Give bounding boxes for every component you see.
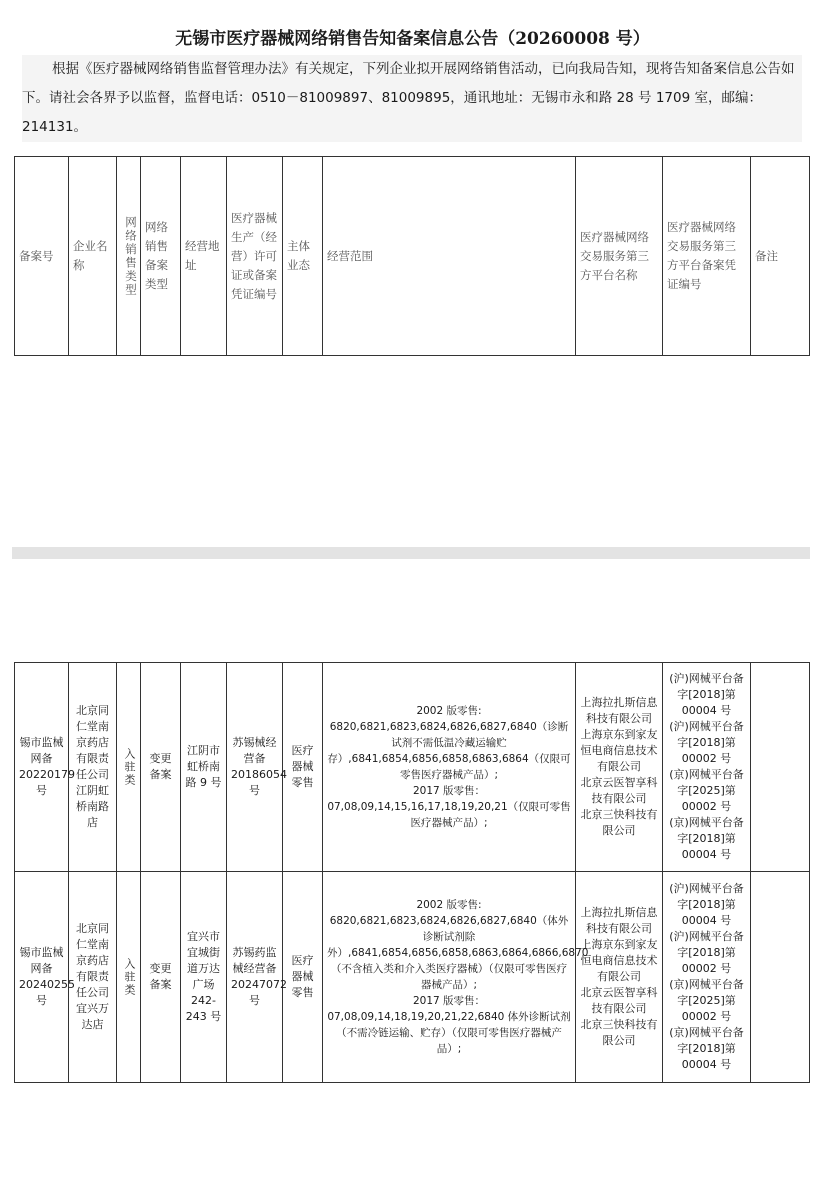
platform-record: (沪)网械平台备字[2018]第00002 号 xyxy=(669,720,744,765)
intro-text: 根据《医疗器械网络销售监督管理办法》有关规定，下列企业拟开展网络销售活动，已向我局告知，现将告知备案信息公告如下。请社会各界予以监督，监督电话：0510－81009897、81009895，通讯地址：无锡市永和路 28 号 1709 室，邮编：214131。 xyxy=(22,61,795,135)
platform-name: 北京云医智享科技有限公司 xyxy=(580,776,658,805)
record-no-cell: 锡市监械网备20220179号 xyxy=(15,663,69,872)
scope-line: 6820,6821,6823,6824,6826,6827,6840（体外诊断试剂除外）,6841,6854,6856,6858,6863,6864,6866,6870（不含植入类和介入类医疗器械）（仅限可零售医疗器械产品）; xyxy=(327,915,589,991)
data-table xyxy=(14,662,810,1083)
network-type-cell xyxy=(117,663,141,872)
network-type-text: 入驻类 xyxy=(123,747,136,787)
address-cell: 江阴市虹桥南路 9 号 xyxy=(181,663,227,872)
header-license: 医疗器械生产（经营）许可证或备案凭证编号 xyxy=(227,157,283,356)
table-row xyxy=(15,872,810,1083)
header-platform-record: 医疗器械网络交易服务第三方平台备案凭证编号 xyxy=(663,157,751,356)
network-type-cell xyxy=(117,872,141,1083)
platform-record: (沪)网械平台备字[2018]第00004 号 xyxy=(669,672,744,717)
header-main-business: 主体业态 xyxy=(283,157,323,356)
header-platform-name: 医疗器械网络交易服务第三方平台名称 xyxy=(576,157,663,356)
platform-name: 北京三快科技有限公司 xyxy=(580,808,658,837)
platform-record: (京)网械平台备字[2025]第00002 号 xyxy=(669,768,744,813)
company-cell: 北京同仁堂南京药店有限责任公司江阴虹桥南路店 xyxy=(69,663,117,872)
company-cell: 北京同仁堂南京药店有限责任公司宜兴万达店 xyxy=(69,872,117,1083)
intro-paragraph xyxy=(22,55,802,142)
header-table xyxy=(14,156,810,356)
scope-line: 2002 版零售: xyxy=(416,705,482,717)
platform-record: (京)网械平台备字[2018]第00004 号 xyxy=(669,816,744,861)
platform-name: 北京云医智享科技有限公司 xyxy=(580,986,658,1015)
scope-line: 2002 版零售: xyxy=(416,899,482,911)
scope-line: 2017 版零售：07,08,09,14,15,16,17,18,19,20,21（仅限可零售医疗器械产品）; xyxy=(327,785,571,829)
platform-record: (沪)网械平台备字[2018]第00004 号 xyxy=(669,882,744,927)
platform-name: 上海京东到家友恒电商信息技术有限公司 xyxy=(580,728,658,773)
record-type-cell: 变更备案 xyxy=(141,872,181,1083)
header-network-type xyxy=(117,157,141,356)
platform-name: 上海拉扎斯信息科技有限公司 xyxy=(580,696,658,725)
record-type-cell: 变更备案 xyxy=(141,663,181,872)
main-business-cell: 医疗器械零售 xyxy=(283,663,323,872)
table-row xyxy=(15,663,810,872)
license-cell: 苏锡械经营备20186054 号 xyxy=(227,663,283,872)
platform-name-cell xyxy=(576,872,663,1083)
header-remark: 备注 xyxy=(751,157,810,356)
main-business-cell: 医疗器械零售 xyxy=(283,872,323,1083)
platform-name: 上海拉扎斯信息科技有限公司 xyxy=(580,906,658,935)
platform-name-cell xyxy=(576,663,663,872)
platform-record: (京)网械平台备字[2018]第00004 号 xyxy=(669,1026,744,1071)
platform-record: (沪)网械平台备字[2018]第00002 号 xyxy=(669,930,744,975)
platform-record: (京)网械平台备字[2025]第00002 号 xyxy=(669,978,744,1023)
scope-cell xyxy=(323,872,589,1083)
header-row xyxy=(15,157,810,356)
section-divider xyxy=(12,547,810,559)
header-record-no: 备案号 xyxy=(15,157,69,356)
scope-line: 2017 版零售：07,08,09,14,18,19,20,21,22,6840 体外诊断试剂（不需冷链运输、贮存）（仅限可零售医疗器械产品）; xyxy=(327,995,571,1055)
platform-record-cell xyxy=(663,872,751,1083)
license-cell: 苏锡药监械经营备20247072 号 xyxy=(227,872,283,1083)
header-company: 企业名称 xyxy=(69,157,117,356)
network-type-text: 入驻类 xyxy=(123,957,136,997)
platform-name: 北京三快科技有限公司 xyxy=(580,1018,658,1047)
remark-cell xyxy=(751,872,810,1083)
platform-name: 上海京东到家友恒电商信息技术有限公司 xyxy=(580,938,658,983)
header-network-type-text: 网络销售类型 xyxy=(124,215,138,297)
page-title: 无锡市医疗器械网络销售告知备案信息公告（20260008 号） xyxy=(175,29,650,49)
remark-cell xyxy=(751,663,810,872)
address-cell: 宜兴市宜城街道万达广场242-243 号 xyxy=(181,872,227,1083)
header-record-type: 网络销售备案类型 xyxy=(141,157,181,356)
scope-line: 6820,6821,6823,6824,6826,6827,6840（诊断试剂不需低温冷藏运输贮存）,6841,6854,6856,6858,6863,6864（仅限可零售医疗器械产品）; xyxy=(327,721,571,781)
header-address: 经营地址 xyxy=(181,157,227,356)
scope-cell xyxy=(323,663,576,872)
platform-record-cell xyxy=(663,663,751,872)
record-no-cell: 锡市监械网备20240255号 xyxy=(15,872,69,1083)
header-scope: 经营范围 xyxy=(323,157,576,356)
